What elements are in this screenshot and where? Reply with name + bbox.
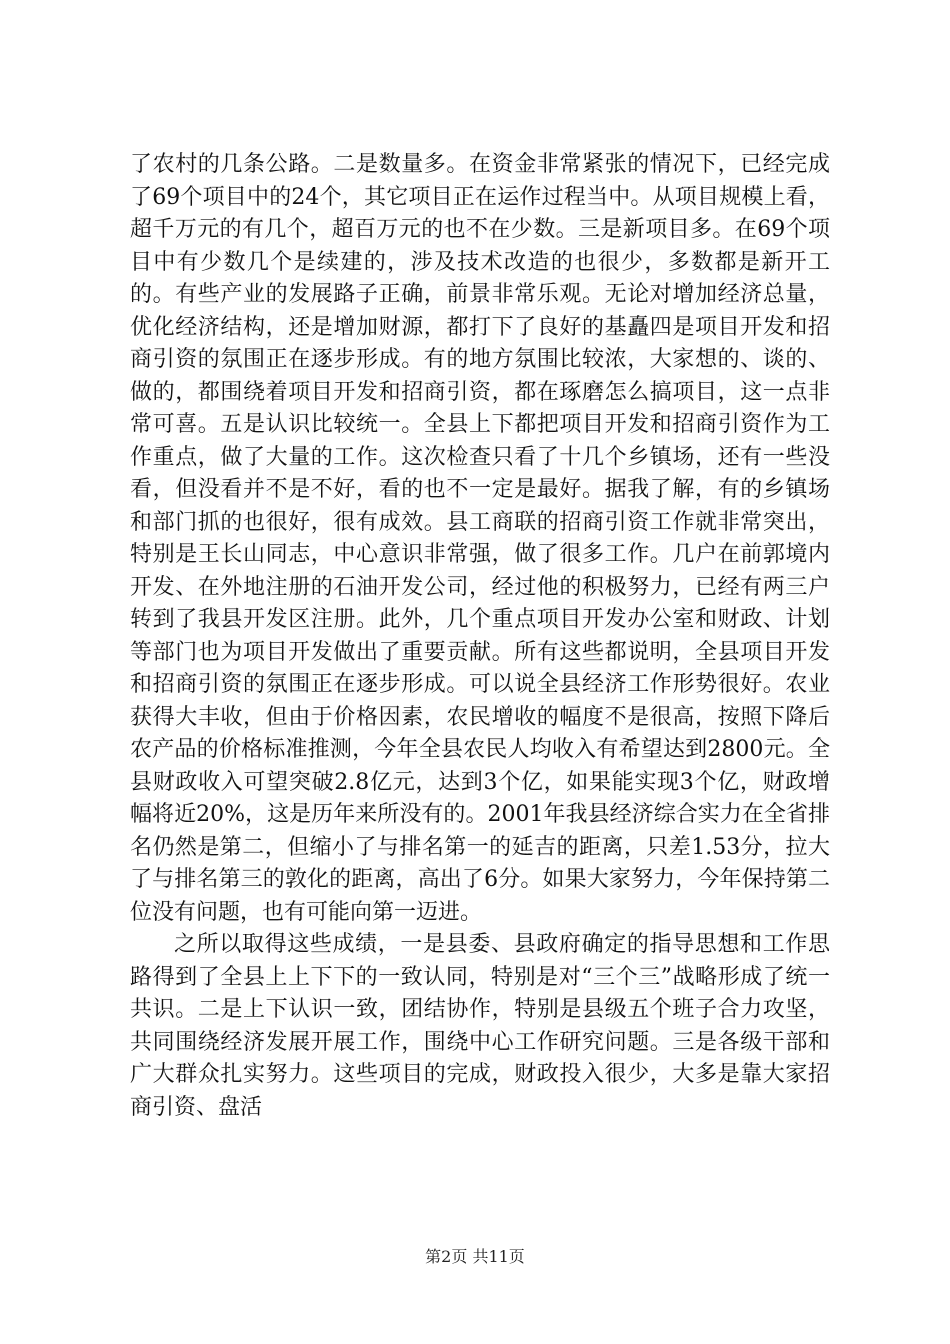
paragraph-1: 了农村的几条公路。二是数量多。在资金非常紧张的情况下，已经完成了69个项目中的24个，其它项目正在运作过程当中。从项目规模上看，超千万元的有几个，超百万元的也不在少数。三是新项目多。在69个项目中有少数几个是续建的，涉及技术改造的也很少，多数都是新开工的。有些产业的发展路子正确，前景非常乐观。无论对增加经济总量，优化经济结构，还是增加财源，都打下了良好的基矗四是项目开发和招商引资的氛围正在逐步形成。有的地方氛围比较浓，大家想的、谈的、做的，都围绕着项目开发和招商引资，都在琢磨怎么搞项目，这一点非常可喜。五是认识比较统一。全县上下都把项目开发和招商引资作为工作重点，做了大量的工作。这次检查只看了十几个乡镇场，还有一些没看，但没看并不是不好，看的也不一定是最好。据我了解，有的乡镇场和部门抓的也很好，很有成效。县工商联的招商引资工作就非常突出，特别是王长山同志，中心意识非常强，做了很多工作。几户在前郭境内开发、在外地注册的石油开发公司，经过他的积极努力，已经有两三户转到了我县开发区注册。此外，几个重点项目开发办公室和财政、计划等部门也为项目开发做出了重要贡献。所有这些都说明，全县项目开发和招商引资的氛围正在逐步形成。可以说全县经济工作形势很好。农业获得大丰收，但由于价格因素，农民增收的幅度不是很高，按照下降后农产品的价格标准推测，今年全县农民人均收入有希望达到2800元。全县财政收入可望突破2.8亿元，达到3个亿，如果能实现3个亿，财政增幅将近20%，这是历年来所没有的。2001年我县经济综合实力在全省排名仍然是第二，但缩小了与排名第一的延吉的距离，只差1.53分，拉大了与排名第三的敦化的距离，高出了6分。如果大家努力，今年保持第二位没有问题，也有可能向第一迈进。 — [130, 152, 830, 925]
paragraph-2: 之所以取得这些成绩，一是县委、县政府确定的指导思想和工作思路得到了全县上上下下的一致认同，特别是对“三个三”战略形成了统一共识。二是上下认识一致，团结协作，特别是县级五个班子合力攻坚，共同围绕经济发展开展工作，围绕中心工作研究问题。三是各级干部和广大群众扎实努力。这些项目的完成，财政投入很少，大多是靠大家招商引资、盘活 — [130, 932, 830, 1120]
page-footer: 第2页 共11页 — [425, 1247, 525, 1266]
document-body — [130, 149, 830, 1124]
